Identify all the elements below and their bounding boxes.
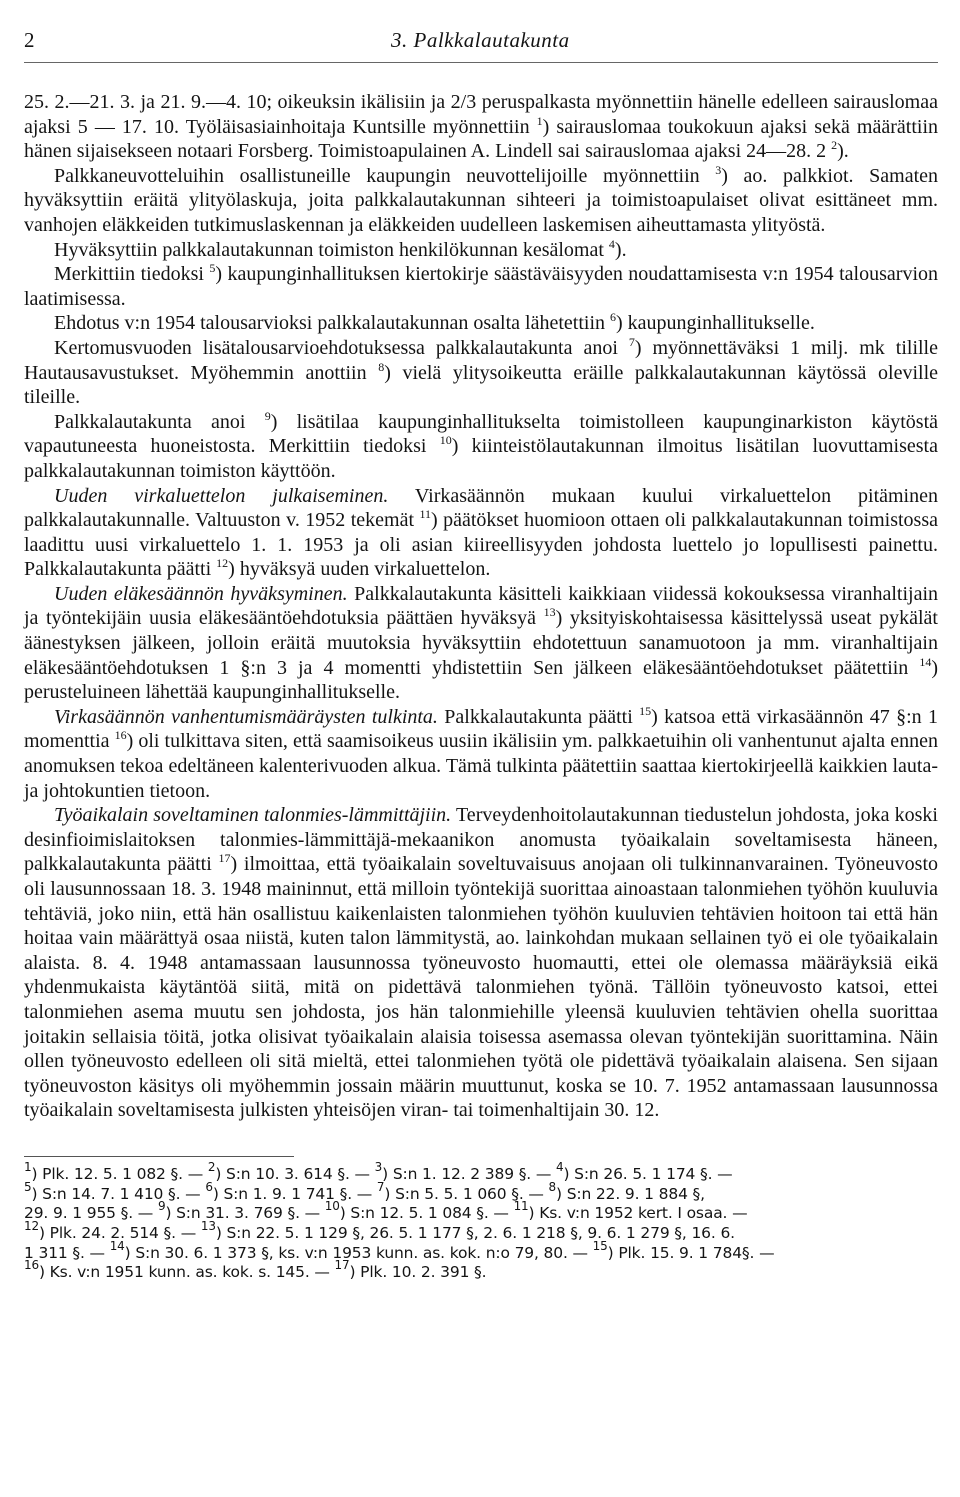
- page-header: [24, 28, 938, 68]
- text-run: Palkkalautakunta päätti: [437, 705, 640, 728]
- page-number: 2: [24, 28, 35, 52]
- footnote-marker: 15: [592, 1238, 608, 1253]
- paragraph: [24, 238, 938, 263]
- text-run: 25. 2.—21. 3. ja 21. 9.—4. 10; oikeuksin ikälisiin ja 2/3 peruspalkasta myönnettiin hänelle edelleen sairauslomaa ajaksi 5 — 17. 10. Työläisasiainhoitaja Kuntsille myönnettiin: [24, 91, 938, 138]
- text-run: ) ao. palkkiot. Samaten hyväksyttiin eräitä ylityölaskuja, joita palkkalautakunnan sihteeri ja toimistoapulaiset olivat esittäneet mm. vanhojen eläkkeiden tutkimuslaskennan ja eläkkeiden uudelleen laskemisen aiheuttamasta ylityöstä.: [24, 164, 938, 236]
- footnote-marker: 8: [378, 359, 385, 374]
- footnote-marker: 3: [715, 162, 722, 177]
- text-run: ) Plk. 15. 9. 1 784§. —: [607, 1243, 775, 1262]
- section-heading: Uuden eläkesäännön hyväksyminen.: [54, 582, 348, 605]
- footnote-marker: 17: [334, 1258, 350, 1273]
- text-run: ).: [837, 140, 849, 163]
- text-run: Palkkaneuvotteluihin osallistuneille kaupungin neuvottelijoille myönnettiin: [54, 164, 716, 187]
- footnote-marker: 13: [200, 1219, 216, 1234]
- text-run: ) S:n 14. 7. 1 410 §. —: [31, 1184, 206, 1203]
- text-run: ) S:n 5. 5. 1 060 §. —: [384, 1184, 549, 1203]
- text-run: ) S:n 30. 6. 1 373 §, ks. v:n 1953 kunn. as. kok. n:o 79, 80. —: [124, 1243, 593, 1262]
- footnote-marker: 9: [264, 408, 271, 423]
- paragraph: [24, 90, 938, 164]
- section-heading: Virkasäännön vanhentumismääräysten tulkinta.: [54, 705, 438, 728]
- text-run: ) myönnettäväksi 1 milj. mk tilille Hautausavustukset. Myöhemmin anottiin: [24, 336, 938, 384]
- text-run: ) kaupunginhallitukselle.: [616, 312, 815, 335]
- paragraph: [24, 803, 938, 1123]
- running-title: 3. Palkkalautakunta: [391, 28, 570, 52]
- footnote-marker: 14: [109, 1238, 125, 1253]
- footnote-line: [24, 1258, 938, 1283]
- text-run: ) lisätilaa kaupunginhallitukselta toimistolleen kaupunginarkiston käytöstä vapautuneesta huoneistosta. Merkittiin tiedoksi: [24, 410, 939, 458]
- text-run: ) päätökset huomioon ottaen oli palkkalautakunnan toimistossa laadittu uusi virkaluettelo 1. 1. 1953 ja oli asian kiireellisyyden johdosta luettelo jo lopullisesti painettu. Palkkalautakunta päätti: [24, 509, 938, 581]
- text-run: Virkasäännön mukaan kuului virkaluettelon pitäminen palkkalautakunnalle. Valtuuston v. 1952 tekemät: [24, 484, 938, 532]
- footnote-marker: 16: [114, 728, 127, 743]
- header-rule: [24, 62, 938, 63]
- text-run: ) S:n 26. 5. 1 174 §. —: [563, 1164, 733, 1183]
- text-run: ) S:n 22. 5. 1 129 §, 26. 5. 1 177 §, 2. 6. 1 218 §, 9. 6. 1 279 §, 16. 6.: [215, 1224, 735, 1243]
- text-run: ).: [614, 238, 627, 261]
- footnote-marker: 5: [209, 261, 216, 276]
- paragraph: [24, 582, 938, 705]
- footnote-marker: 1: [536, 113, 543, 128]
- text-run: ) yksityiskohtaisessa käsittelyssä useat pykälät äänestyksen jälkeen, jolloin eräitä muutoksia hyväksyttiin ehdotettuun sanamuotoon ja mm. viranhaltijain eläkesääntöehdotuksen 1 §:n 3 ja 4 momentti yhdistettiin Sen jälkeen eläkesääntöehdotukset päätettiin: [24, 607, 938, 679]
- footnote-marker: 5: [24, 1179, 32, 1194]
- paragraph: [24, 484, 938, 582]
- text-run: ) Ks. v:n 1951 kunn. as. kok. s. 145. —: [38, 1263, 335, 1282]
- text-run: ) hyväksyä uuden virkaluettelon.: [228, 558, 491, 581]
- footnote-marker: 11: [419, 507, 431, 522]
- text-run: Merkittiin tiedoksi: [54, 263, 210, 286]
- footnote-marker: 10: [324, 1199, 340, 1214]
- text-run: ) S:n 12. 5. 1 084 §. —: [339, 1204, 514, 1223]
- footnote-marker: 2: [207, 1159, 216, 1174]
- footnote-marker: 4: [608, 236, 615, 251]
- paragraph: [24, 705, 938, 803]
- text-run: ) S:n 22. 9. 1 884 §,: [556, 1184, 705, 1203]
- paragraph: [24, 311, 938, 336]
- text-run: ) perusteluineen lähettää kaupunginhallitukselle.: [24, 656, 938, 704]
- text-run: Terveydenhoitolautakunnan tiedustelun johdosta, joka koski desinfioimislaitoksen talonmies-lämmittäjä-mekaanikon anomusta työaikalain soveltamisesta häneen, palkkalautakunta päätti: [24, 804, 938, 876]
- text-run: ) Plk. 24. 2. 514 §. —: [38, 1224, 201, 1243]
- footnote-line: [24, 1199, 938, 1224]
- text-run: ) S:n 10. 3. 614 §. —: [215, 1164, 375, 1183]
- text-run: Ehdotus v:n 1954 talousarvioksi palkkalautakunnan osalta lähetettiin: [54, 312, 610, 335]
- text-run: ) S:n 1. 12. 2 389 §. —: [382, 1164, 556, 1183]
- text-run: ) Plk. 10. 2. 391 §.: [349, 1263, 487, 1282]
- body-text: [24, 90, 938, 1123]
- text-run: ) Ks. v:n 1952 kert. I osaa. —: [528, 1204, 748, 1223]
- footnote-marker: 9: [157, 1199, 166, 1214]
- text-run: Palkkalautakunta anoi: [54, 410, 265, 433]
- section-heading: Uuden virkaluettelon julkaiseminen.: [54, 484, 389, 507]
- text-run: ) S:n 31. 3. 769 §. —: [165, 1204, 325, 1223]
- footnote-marker: 13: [543, 605, 556, 620]
- text-run: ) katsoa että virkasäännön 47 §:n 1 momenttia: [24, 705, 938, 753]
- footnote-marker: 1: [24, 1159, 32, 1174]
- footnote-line: [24, 1219, 938, 1244]
- footnote-marker: 12: [216, 556, 229, 571]
- footnote-marker: 10: [439, 433, 452, 448]
- text-run: ) S:n 1. 9. 1 741 §. —: [212, 1184, 377, 1203]
- text-run: ) kiinteistölautakunnan ilmoitus lisätilan luovuttamisesta palkkalautakunnan toimiston käyttöön.: [24, 435, 938, 482]
- footnote-line: [24, 1159, 938, 1185]
- footnote-marker: 11: [513, 1199, 529, 1214]
- footnote-marker: 6: [610, 310, 616, 325]
- text-run: Kertomusvuoden lisätalousarvioehdotuksessa palkkalautakunta anoi: [54, 336, 629, 359]
- footnote-rule: [24, 1156, 294, 1157]
- text-run: ) oli tulkittava siten, että saamisoikeus uusiin ikälisiin ym. palkkaetuihin oli vanhentunut ajalta ennen anomuksen tekoa edeltäneen kalenterivuoden alkua. Tämä tulkinta päätettiin saattaa kiertokirjeellä kaikkien lauta- ja johtokuntien tietoon.: [24, 730, 939, 802]
- footnote-line: [24, 1238, 938, 1264]
- footnote-marker: 2: [831, 138, 838, 153]
- footnote-marker: 7: [376, 1179, 385, 1194]
- footnote-marker: 12: [24, 1219, 39, 1234]
- footnote-marker: 7: [628, 334, 635, 349]
- paragraph: [24, 164, 938, 238]
- footnote-marker: 3: [374, 1159, 383, 1174]
- text-run: ) Plk. 12. 5. 1 082 §. —: [31, 1164, 208, 1183]
- paragraph: [24, 410, 938, 484]
- text-run: 29. 9. 1 955 §. —: [24, 1204, 158, 1223]
- paragraph: [24, 262, 938, 311]
- text-run: Hyväksyttiin palkkalautakunnan toimiston henkilökunnan kesälomat: [54, 238, 609, 261]
- text-run: ) sairauslomaa toukokuun ajaksi sekä määrättiin hänen sijaisekseen notaari Forsberg. Toimistoapulainen A. Lindell sai sairauslomaa ajaksi 24—28. 2: [24, 115, 938, 163]
- footnote-marker: 17: [218, 851, 231, 866]
- section-heading: Työaikalain soveltaminen talonmies-lämmittäjiin.: [54, 804, 452, 827]
- footnote-marker: 6: [205, 1179, 213, 1194]
- footnote-marker: 4: [555, 1159, 564, 1174]
- text-run: ) ilmoittaa, että työaikalain soveltuvaisuus anojaan oli tulkinnanvarainen. Työneuvosto oli lausunnossaan 18. 3. 1948 maininnut, että milloin työntekijä suorittaa ainoastaan talonmiehen työhön kuuluvia tehtäviä, joko niin, että hän osallistuu kaikenlaisten talonmiehen työhön kuuluvien tehtävien hoitoon tai että hän hoitaa vain määrättyä osaa niistä, kuten talon lämmitystä, ao. lainkohdan mukaan sellainen työ ei ole työaikalain alaista. 8. 4. 1948 antamassaan lausunnossa työneuvosto huomautti, ettei ole olemassa määräyksiä eikä yhdenmukaista käytäntöä siitä, mitä on pidettävä talonmiehen työnä. Tällöin työneuvosto katsoi, ettei talonmiehen asema muutu sen johdosta, jos hän talonmiehille yleensä kuuluvien tehtävien ohella suorittaa joitakin sellaisia töitä, jotka olisivat työaikalain alaisia toisessa asemassa olevan työntekijän suorittamina. Näin ollen työneuvosto edelleen oli sitä mieltä, ettei talonmiehen työtä ole pidettävä työaikalain alaisena. Sen sijaan työneuvoston käsitys oli myöhemmin jossain määrin muuttunut, koska se 10. 7. 1952 antamassaan lausunnossa työaikalain soveltamisesta julkisten yhteisöjen viran- tai toimenhaltijain 30. 12.: [24, 853, 939, 1122]
- footnotes: [24, 1159, 938, 1283]
- text-run: Palkkalautakunta käsitteli kaikkiaan viidessä kokouksessa viranhaltijain ja työntekijäin uusia eläkesääntöehdotuksia päättäen hyväksyä: [24, 582, 938, 630]
- footnote-marker: 16: [24, 1258, 39, 1273]
- text-run: 1 311 §. —: [24, 1243, 110, 1262]
- text-run: ) vielä ylitysoikeutta eräille palkkalautakunnan käytössä oleville tileille.: [24, 361, 939, 409]
- footnote-marker: 8: [548, 1179, 557, 1194]
- paragraph: [24, 336, 938, 410]
- footnote-marker: 14: [919, 654, 932, 669]
- text-run: ) kaupunginhallituksen kiertokirje säästäväisyyden noudattamisesta v:n 1954 talousarvion laatimisessa.: [24, 263, 938, 310]
- footnote-marker: 15: [639, 703, 652, 718]
